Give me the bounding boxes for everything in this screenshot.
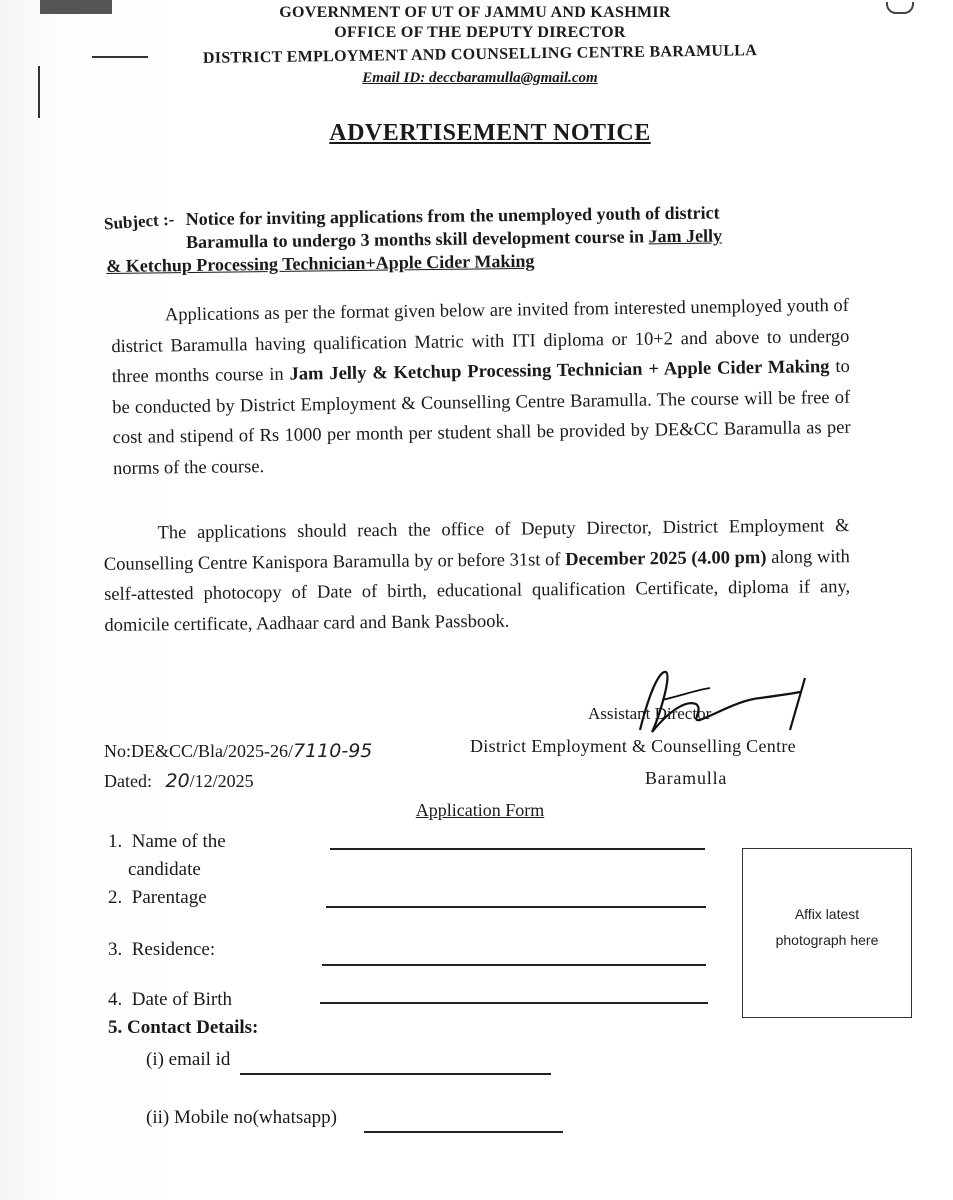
subject-label: Subject :- xyxy=(103,209,175,234)
name-field-line[interactable] xyxy=(330,848,705,850)
paragraph-submission xyxy=(103,511,850,641)
reference-date-rest: /12/2025 xyxy=(189,771,254,791)
dob-field-line[interactable] xyxy=(320,1002,708,1004)
scan-mark xyxy=(40,0,112,14)
mobile-field-line[interactable] xyxy=(364,1131,563,1133)
paragraph-2-part-1: The applications should reach the office of Deputy Director, District Employment & Counselling Centre Kanispora Baramulla by or before 31st of xyxy=(103,516,850,575)
scan-mark xyxy=(886,2,914,14)
notice-title: ADVERTISEMENT NOTICE xyxy=(329,120,651,146)
form-title-text: Application Form xyxy=(415,800,545,820)
scan-mark xyxy=(38,66,40,118)
form-item-label: Residence: xyxy=(131,939,216,960)
form-item-parentage xyxy=(108,884,207,911)
form-item-contact xyxy=(108,1014,258,1041)
header-centre: DISTRICT EMPLOYMENT AND COUNSELLING CENTRE BARAMULLA xyxy=(202,42,758,67)
header-government: GOVERNMENT OF UT OF JAMMU AND KASHMIR xyxy=(279,4,671,21)
reference-date-label: Dated: xyxy=(104,771,152,791)
form-item-number: 3. xyxy=(108,939,123,960)
form-item-residence xyxy=(108,936,215,963)
signatory-title: Assistant Director xyxy=(588,704,712,723)
form-item-dob xyxy=(108,986,232,1013)
paragraph-2-deadline: December 2025 (4.00 pm) xyxy=(565,547,767,570)
paragraph-1-course: Jam Jelly & Ketchup Processing Technician + Apple Cider Making xyxy=(289,357,830,385)
form-item-label: Name of the xyxy=(131,831,226,852)
signatory-place: Baramulla xyxy=(645,768,728,788)
form-item-label: Date of Birth xyxy=(131,989,233,1010)
contact-email-label: (i) email id xyxy=(146,1049,231,1070)
paragraph-invitation xyxy=(111,291,851,484)
contact-mobile-label: (ii) Mobile no(whatsapp) xyxy=(146,1107,338,1128)
subject-line-2-text: Baramulla to undergo 3 months skill development course in xyxy=(185,226,649,253)
form-item-label: Contact Details: xyxy=(127,1017,259,1038)
reference-date xyxy=(104,770,254,792)
parentage-field-line[interactable] xyxy=(326,906,706,908)
residence-field-line[interactable] xyxy=(322,964,706,966)
photograph-instruction-line-1: Affix latest xyxy=(794,906,860,922)
form-item-number: 1. xyxy=(108,831,123,852)
reference-number-label: No:DE&CC/Bla/2025-26/ xyxy=(104,741,293,761)
subject-line-1: Notice for inviting applications from the unemployed youth of district xyxy=(185,202,720,230)
email-field-line[interactable] xyxy=(240,1073,551,1075)
reference-number xyxy=(104,740,372,762)
paragraph-2-part-2: along with self-attested photocopy of Date of birth, educational qualification Certificate, diploma if any, domicile certificate, Aadhaar card and Bank Passbook. xyxy=(104,546,851,636)
reference-number-handwritten: 7110-95 xyxy=(293,740,373,762)
form-item-label: Parentage xyxy=(131,887,207,908)
header-office: OFFICE OF THE DEPUTY DIRECTOR xyxy=(334,24,626,41)
paragraph-1-part-2: to be conducted by District Employment & Counselling Centre Baramulla. The course will be free of cost and stipend of Rs 1000 per month per student shall be provided by DE&CC Baramulla as per norms of the course. xyxy=(112,356,851,479)
signatory-office: District Employment & Counselling Centre xyxy=(470,736,796,756)
form-item-number: 4. xyxy=(108,989,123,1010)
reference-date-handwritten: 20 xyxy=(165,770,190,792)
header-email: Email ID: deccbaramulla@gmail.com xyxy=(362,70,598,86)
subject-course-name: Jam Jelly xyxy=(648,225,723,247)
photograph-instruction-line-2: photograph here xyxy=(775,932,879,948)
subject-course-name-cont: & Ketchup Processing Technician+Apple Cider Making xyxy=(106,250,535,277)
photograph-box[interactable] xyxy=(742,848,912,1018)
form-item-number: 5. xyxy=(108,1017,123,1038)
paragraph-1-part-1: Applications as per the format given below are invited from interested unemployed youth of district Baramulla having qualification Matric with ITI diploma or 10+2 and above to undergo three months course in xyxy=(111,295,850,388)
form-title xyxy=(380,800,580,821)
scan-mark xyxy=(92,56,148,58)
photograph-instructions xyxy=(743,901,911,953)
form-item-name xyxy=(108,828,226,855)
form-item-number: 2. xyxy=(108,887,123,908)
form-item-name-cont: candidate xyxy=(128,859,201,880)
